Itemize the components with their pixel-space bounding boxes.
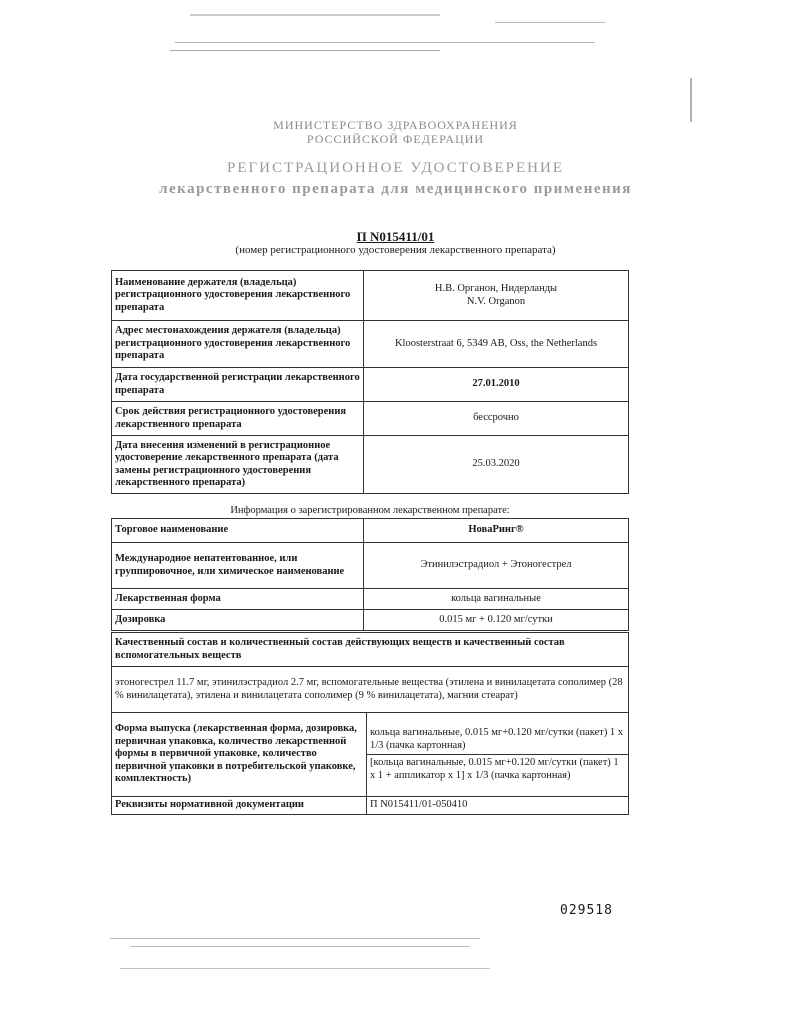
- holder-name-ru: Н.В. Органон, Нидерланды: [434, 283, 558, 294]
- holder-address-value: Kloosterstraat 6, 5349 AB, Oss, the Netherlands: [364, 321, 629, 368]
- scan-artifact-bottom-2: [130, 946, 470, 947]
- release-form-label: Форма выпуска (лекарственная форма, дозировка, первичная упаковка, количество лекарственной формы в первичной упаковке, количество первичной упаковки в потребительской упаковке, комплектность): [112, 713, 367, 797]
- table-row: [112, 271, 629, 321]
- table-row: [112, 368, 629, 402]
- dosage-form-value: кольца вагинальные: [364, 589, 629, 610]
- changes-date-label: Дата внесения изменений в регистрационное удостоверение лекарственного препарата (дата замены регистрационного удостоверения лекарственного препарата): [112, 436, 364, 494]
- holder-table: [111, 270, 629, 494]
- inn-label: Международное непатентованное, или группировочное, или химическое наименование: [112, 543, 364, 589]
- table-row: [112, 610, 629, 631]
- normative-docs-value: П N015411/01-050410: [367, 797, 629, 815]
- validity-value: бессрочно: [364, 402, 629, 436]
- product-info-heading: Информация о зарегистрированном лекарственном препарате:: [230, 505, 510, 516]
- scan-artifact-top-2: [175, 42, 595, 43]
- table-row: [112, 402, 629, 436]
- scan-artifact-top-3: [170, 50, 440, 51]
- table-row: [112, 589, 629, 610]
- composition-table: [111, 632, 629, 815]
- product-table: [111, 518, 629, 631]
- table-row: [112, 436, 629, 494]
- ministry-line-1: МИНИСТЕРСТВО ЗДРАВООХРАНЕНИЯ: [273, 118, 518, 132]
- dosage-value: 0.015 мг + 0.120 мг/сутки: [364, 610, 629, 631]
- scan-artifact-mark: [690, 78, 692, 122]
- trade-name-value: НоваРинг®: [364, 519, 629, 543]
- scan-artifact-top-1: [190, 14, 440, 16]
- inn-value: Этинилэстрадиол + Этоногестрел: [364, 543, 629, 589]
- composition-heading: Качественный состав и количественный состав действующих веществ и качественный состав вспомогательных веществ: [112, 633, 629, 667]
- normative-docs-label: Реквизиты нормативной документации: [112, 797, 367, 815]
- holder-name-value: [364, 271, 629, 321]
- scan-artifact-bottom-1: [110, 938, 480, 939]
- dosage-label: Дозировка: [112, 610, 364, 631]
- table-row: [112, 667, 629, 713]
- registration-number: П N015411/01: [356, 229, 435, 244]
- registration-date-label: Дата государственной регистрации лекарственного препарата: [112, 368, 364, 402]
- table-row: [112, 321, 629, 368]
- table-row: [112, 797, 629, 815]
- table-row: [112, 543, 629, 589]
- registration-number-caption: (номер регистрационного удостоверения лекарственного препарата): [235, 244, 556, 256]
- scan-artifact-top-4: [495, 22, 605, 23]
- table-row: [112, 713, 629, 797]
- table-row: [112, 519, 629, 543]
- certificate-subtitle: лекарственного препарата для медицинского применения: [159, 181, 632, 197]
- release-form-value: [367, 713, 629, 797]
- certificate-title: РЕГИСТРАЦИОННОЕ УДОСТОВЕРЕНИЕ: [227, 160, 564, 176]
- table-row: [112, 633, 629, 667]
- changes-date-value: 25.03.2020: [364, 436, 629, 494]
- registration-date-value: 27.01.2010: [364, 368, 629, 402]
- ministry-line-2: РОССИЙСКОЙ ФЕДЕРАЦИИ: [306, 132, 485, 146]
- document-serial-number: 029518: [560, 903, 613, 918]
- composition-text: этоногестрел 11.7 мг, этинилэстрадиол 2.7 мг, вспомогательные вещества (этилена и винилацетата сополимер (28 % винилацетата), этилена и винилацетата сополимер (9 % винилацетата), магния стеарат): [112, 667, 629, 713]
- release-form-option-1: кольца вагинальные, 0.015 мг+0.120 мг/сутки (пакет) 1 x 1/3 (пачка картонная): [370, 727, 624, 751]
- release-form-option-2: [кольца вагинальные, 0.015 мг+0.120 мг/сутки (пакет) 1 x 1 + аппликатор x 1] x 1/3 (пачка картонная): [367, 754, 628, 782]
- dosage-form-label: Лекарственная форма: [112, 589, 364, 610]
- trade-name-label: Торговое наименование: [112, 519, 364, 543]
- validity-label: Срок действия регистрационного удостоверения лекарственного препарата: [112, 402, 364, 436]
- holder-name-en: N.V. Organon: [466, 295, 526, 307]
- holder-name-label: Наименование держателя (владельца) регистрационного удостоверения лекарственного препарата: [112, 271, 364, 321]
- holder-address-label: Адрес местонахождения держателя (владельца) регистрационного удостоверения лекарственного препарата: [112, 321, 364, 368]
- scan-artifact-bottom-3: [120, 968, 490, 969]
